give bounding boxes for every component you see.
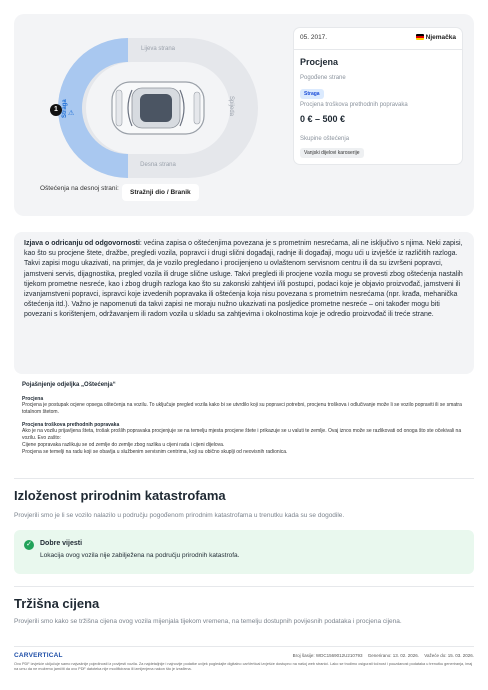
disclaimer-text: : većina zapisa o oštećenjima povezana je s prometnim nesrećama, ali ne isključivo s njima. Neki zapisi, kao što su procjene štete, dražbe, pregledi vozila, popravci i drugi slični događaji, radnje ili događaji, mogu ući u izvješće iz različitih razloga. Takvi zapisi mogu ukazivati, na primjer, da je vozilo pregledano i procijenjeno u ovlaštenom servisnom centru ili da su izvršeni popravci, jamstveni servis, dijagnostika, pregled vozila ili druge slične usluge. Takvi pregledi ili procjene vozila mogu se provesti zbog oštećenja nastalih tijekom prometne nesreće, kao i zbog drugih razloga kao što su zakonski zahtjevi i/ili postupci, podaci koje je objavio proizvođač, jamstveni ili izvanjamstveni popravci, ispravci koje izvedenih popravaka ili oštećenja koja nisu povezana s prometnim nesrećama (npr. krađa, mehanička oštećenja itd.). Važno je napomenuti da takvi zapisi ne moraju nužno ukazivati na posljedice prometne nesreće – oni također mogu biti povezani s korištenjem, održavanjem ili radom vozila u skladu sa zahtjevima i okolnostima koje je odredio proizvođač ili treće strane. <box>24 240 463 319</box>
record-title: Procjena <box>300 57 339 67</box>
explanation-text: Procjena je postupak ocjene opsega oštećenja na vozilu. To uključuje pregled vozila kako bi se utvrdilo koji su popravci potrebni, procjenu troškova i odlučivanje može li se vozilo popraviti ili se smatra totalnom štetom. <box>22 402 462 415</box>
front-side-label: Straga <box>62 99 68 118</box>
footer-generated: Generirano: 13. 02. 2026. <box>367 653 420 658</box>
rear-side-label: Spijeda <box>228 96 234 117</box>
carvertical-logo: CARVERTICAL <box>14 652 63 659</box>
section-divider <box>14 586 474 587</box>
warning-triangle-icon: ⚠ <box>68 110 75 117</box>
damage-location-value: Stražnji dio / Branik <box>122 184 199 201</box>
record-date: 05. 2017. <box>300 34 328 41</box>
right-side-label: Desna strana <box>140 162 176 168</box>
disclaimer-box <box>14 232 474 374</box>
record-country <box>416 34 456 41</box>
record-country-label: Njemačka <box>425 34 456 41</box>
germany-flag-icon <box>416 34 424 40</box>
damage-marker[interactable]: 1 <box>50 104 62 116</box>
affected-side-badge: Straga <box>300 89 324 99</box>
footer-divider <box>14 646 474 647</box>
damage-card <box>14 14 474 216</box>
explanation-text: Procjena se temelji na radu koji se obavlja u službenim servisnim centrima, koji su obično skuplji od neovisnih radionica. <box>22 449 288 455</box>
alert-text: Lokacija ovog vozila nije zabilježena na području prirodnih katastrofa. <box>40 552 240 559</box>
explanation-title: Pojašnjenje odjeljka „Oštećenja“ <box>22 382 116 388</box>
left-side-label: Lijeva strana <box>140 46 176 52</box>
damage-explanation <box>22 382 472 456</box>
disclaimer-title: Izjava o odricanju od odgovornosti <box>24 240 140 247</box>
estimate-value: 0 € – 500 € <box>300 114 346 124</box>
footer-meta <box>289 653 474 658</box>
section-divider <box>14 478 474 479</box>
market-title: Tržišna cijena <box>14 596 100 611</box>
affected-sides-label: Pogođene strane <box>300 75 346 81</box>
alert-title: Dobre vijesti <box>40 540 83 547</box>
damage-diagram <box>54 38 258 178</box>
damage-group-badge: Vanjski dijelovi karoserije <box>300 148 364 158</box>
footer-valid: Važeće do: 15. 03. 2026. <box>424 653 474 658</box>
damage-location-label: Oštećenja na desnoj strani: <box>40 185 119 192</box>
disasters-subtitle: Provjerili smo je li se vozilo nalazilo u području pogođenom prirodnim katastrofama u trenutku kada su se dogodile. <box>14 512 345 519</box>
record-card <box>294 28 462 164</box>
market-subtitle: Provjerili smo kako se tržišna cijena ovog vozila mijenjala tijekom vremena, na temelju dostupnih povijesnih podataka i procjena cijena. <box>14 618 402 625</box>
disasters-title: Izloženost prirodnim katastrofama <box>14 488 226 503</box>
damage-group-label: Skupine oštećenja <box>300 136 350 142</box>
check-circle-icon: ✓ <box>24 540 34 550</box>
disasters-alert <box>14 530 474 574</box>
explanation-text: Ako je na vozilu prijavljena šteta, trošak prošlih popravaka procjenjuje se na temelju mjesta procjene štete i prikazuje se u valuti te zemlje. Ovaj iznos može se razlikovati od onoga što ste očekivali na vozilu. Evo zašto: <box>22 428 462 441</box>
explanation-heading: Procjena troškova prethodnih popravaka <box>22 422 120 428</box>
explanation-heading: Procjena <box>22 396 44 402</box>
record-card-header <box>294 28 462 50</box>
car-top-view-icon <box>110 76 206 140</box>
footer-vin: Broj šasije: WDC1569012U210793 <box>292 653 363 658</box>
estimate-label: Procjena troškova prethodnih popravaka <box>300 102 408 108</box>
explanation-text: Cijene popravaka razlikuju se od zemlje do zemlje zbog razlika u cijeni rada i cijeni dijelova. <box>22 442 225 448</box>
footer-note: Ovo PDF izvješće uključuje samo najvažnije pojedinosti iz povijesti vozila. Za najdetaljnije i najnovije podatke uvijek pogledajte digitalno carVertical izvješće dostupno na našoj web stranici. Lako se trudimo osigurati točnost i pouzdanost podataka u trenutku generiranja, imaj na umu da ne možemo jamčiti da ovo PDF datoteka nije modificirana ili izmijenjena nakon što je izrađena. <box>14 662 473 671</box>
